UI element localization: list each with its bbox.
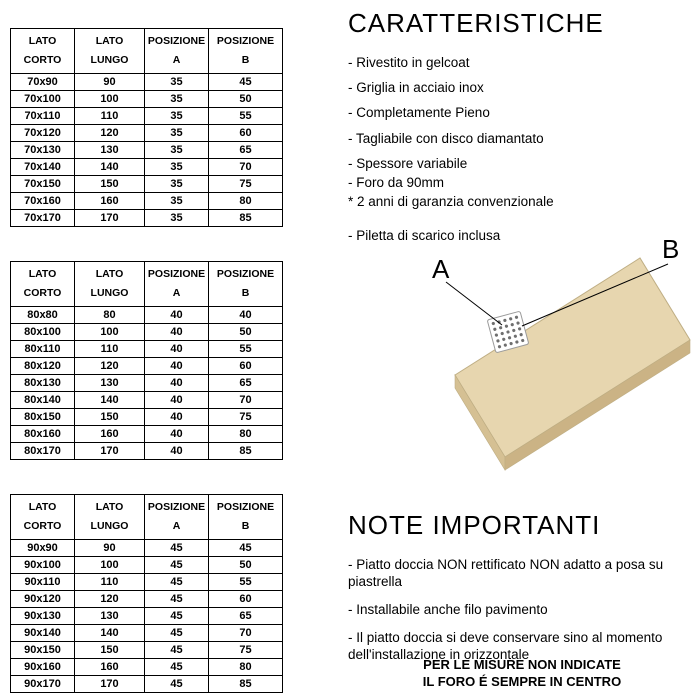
size-cell: 40 (145, 443, 209, 460)
size-cell: 80x140 (11, 392, 75, 409)
notes-section (348, 510, 696, 674)
features-title: CARATTERISTICHE (348, 8, 604, 38)
center-hole-note-line2: IL FORO É SEMPRE IN CENTRO (422, 673, 622, 689)
size-cell: 60 (209, 358, 283, 375)
size-cell: 45 (145, 557, 209, 574)
size-cell: 160 (75, 193, 145, 210)
size-table-70 (10, 28, 283, 227)
size-row (11, 676, 283, 693)
list-item: - Spessore variabile (348, 155, 468, 171)
size-row (11, 324, 283, 341)
size-cell: 60 (209, 591, 283, 608)
size-cell: 75 (209, 642, 283, 659)
size-row (11, 375, 283, 392)
size-table-80 (10, 261, 283, 460)
size-cell: 80x100 (11, 324, 75, 341)
size-cell: 35 (145, 108, 209, 125)
size-cell: 150 (75, 176, 145, 193)
size-row (11, 608, 283, 625)
size-cell: 55 (209, 108, 283, 125)
column-header: POSIZIONE B (209, 29, 283, 74)
list-item: - Foro da 90mm (348, 174, 445, 190)
notes-title: NOTE IMPORTANTI (348, 510, 601, 540)
size-cell: 65 (209, 608, 283, 625)
size-cell: 130 (75, 608, 145, 625)
size-cell: 40 (145, 341, 209, 358)
size-row (11, 358, 283, 375)
size-cell: 130 (75, 375, 145, 392)
size-cell: 40 (145, 358, 209, 375)
size-cell: 80x160 (11, 426, 75, 443)
size-row (11, 193, 283, 210)
size-cell: 35 (145, 210, 209, 227)
size-cell: 90x130 (11, 608, 75, 625)
notes-list (348, 557, 696, 663)
size-row (11, 659, 283, 676)
list-item: - Installabile anche filo pavimento (348, 601, 548, 617)
size-cell: 70 (209, 625, 283, 642)
list-item: - Piatto doccia NON rettificato NON adatto a posa su piastrella (348, 557, 664, 589)
header-row (11, 495, 283, 540)
size-cell: 140 (75, 392, 145, 409)
size-cell: 35 (145, 193, 209, 210)
size-cell: 45 (145, 540, 209, 557)
size-cell: 45 (209, 74, 283, 91)
size-cell: 40 (145, 324, 209, 341)
size-row (11, 91, 283, 108)
size-row (11, 540, 283, 557)
size-cell: 40 (209, 307, 283, 324)
size-cell: 90x160 (11, 659, 75, 676)
size-cell: 35 (145, 142, 209, 159)
list-item: - Griglia in acciaio inox (348, 80, 484, 96)
size-cell: 80 (75, 307, 145, 324)
list-item: - Tagliabile con disco diamantato (348, 130, 544, 146)
size-cell: 55 (209, 341, 283, 358)
size-cell: 150 (75, 642, 145, 659)
header-row (11, 29, 283, 74)
column-header: POSIZIONE A (145, 495, 209, 540)
size-cell: 45 (145, 608, 209, 625)
header-row (11, 262, 283, 307)
list-item: - Rivestito in gelcoat (348, 55, 470, 70)
size-cell: 65 (209, 375, 283, 392)
size-cell: 45 (145, 659, 209, 676)
size-cell: 80x150 (11, 409, 75, 426)
center-hole-note-line1: PER LE MISURE NON INDICATE (423, 657, 621, 672)
size-row (11, 625, 283, 642)
size-row (11, 125, 283, 142)
column-header: POSIZIONE B (209, 495, 283, 540)
size-cell: 45 (145, 625, 209, 642)
size-cell: 170 (75, 210, 145, 227)
size-row (11, 176, 283, 193)
size-cell: 90x170 (11, 676, 75, 693)
size-cell: 80 (209, 659, 283, 676)
size-row (11, 341, 283, 358)
size-cell: 80x80 (11, 307, 75, 324)
size-cell: 120 (75, 125, 145, 142)
size-cell: 70x110 (11, 108, 75, 125)
size-cell: 100 (75, 324, 145, 341)
size-cell: 85 (209, 443, 283, 460)
size-tables-column (10, 28, 295, 700)
size-cell: 160 (75, 426, 145, 443)
size-cell: 85 (209, 676, 283, 693)
size-cell: 140 (75, 159, 145, 176)
size-cell: 70x140 (11, 159, 75, 176)
size-cell: 120 (75, 358, 145, 375)
size-row (11, 591, 283, 608)
label-b: B (662, 234, 680, 264)
size-row (11, 210, 283, 227)
size-row (11, 557, 283, 574)
size-cell: 70x170 (11, 210, 75, 227)
size-row (11, 159, 283, 176)
list-item: - Il piatto doccia si deve conservare sino al momento dell'installazione in orizzontale (348, 629, 663, 662)
size-row (11, 392, 283, 409)
column-header: POSIZIONE A (145, 29, 209, 74)
size-cell: 90x90 (11, 540, 75, 557)
size-cell: 70 (209, 159, 283, 176)
column-header: LATO LUNGO (75, 262, 145, 307)
size-row (11, 307, 283, 324)
size-cell: 70x90 (11, 74, 75, 91)
features-section (348, 8, 694, 254)
list-item: - Completamente Pieno (348, 105, 490, 121)
shower-tray-diagram (352, 228, 696, 480)
size-cell: 70x160 (11, 193, 75, 210)
size-cell: 70x130 (11, 142, 75, 159)
column-header: LATO CORTO (11, 495, 75, 540)
size-cell: 45 (145, 642, 209, 659)
size-cell: 45 (145, 591, 209, 608)
size-cell: 35 (145, 159, 209, 176)
size-cell: 110 (75, 108, 145, 125)
label-a-pointer-line (446, 282, 502, 325)
size-row (11, 74, 283, 91)
size-cell: 130 (75, 142, 145, 159)
size-cell: 80x130 (11, 375, 75, 392)
column-header: LATO LUNGO (75, 495, 145, 540)
size-cell: 35 (145, 176, 209, 193)
size-cell: 90x100 (11, 557, 75, 574)
size-cell: 35 (145, 74, 209, 91)
size-cell: 75 (209, 176, 283, 193)
size-cell: 90x110 (11, 574, 75, 591)
size-row (11, 642, 283, 659)
size-cell: 45 (145, 676, 209, 693)
size-cell: 70x150 (11, 176, 75, 193)
size-cell: 120 (75, 591, 145, 608)
size-table-90 (10, 494, 283, 693)
size-cell: 45 (209, 540, 283, 557)
label-a: A (432, 254, 450, 284)
list-item: - Piletta di scarico inclusa (348, 228, 501, 244)
size-cell: 90x140 (11, 625, 75, 642)
size-cell: 70 (209, 392, 283, 409)
size-cell: 40 (145, 375, 209, 392)
size-row (11, 409, 283, 426)
size-cell: 35 (145, 125, 209, 142)
size-cell: 160 (75, 659, 145, 676)
size-cell: 70x120 (11, 125, 75, 142)
column-header: LATO CORTO (11, 262, 75, 307)
size-cell: 60 (209, 125, 283, 142)
size-cell: 40 (145, 426, 209, 443)
size-cell: 40 (145, 392, 209, 409)
center-hole-note (348, 657, 696, 691)
size-cell: 110 (75, 341, 145, 358)
column-header: LATO LUNGO (75, 29, 145, 74)
size-cell: 55 (209, 574, 283, 591)
size-cell: 40 (145, 307, 209, 324)
size-cell: 80x120 (11, 358, 75, 375)
column-header: POSIZIONE A (145, 262, 209, 307)
size-cell: 90 (75, 540, 145, 557)
size-cell: 70x100 (11, 91, 75, 108)
size-cell: 150 (75, 409, 145, 426)
size-cell: 80x170 (11, 443, 75, 460)
size-cell: 80x110 (11, 341, 75, 358)
features-list (348, 55, 694, 245)
size-cell: 100 (75, 91, 145, 108)
size-cell: 50 (209, 324, 283, 341)
size-cell: 90 (75, 74, 145, 91)
size-row (11, 108, 283, 125)
size-cell: 110 (75, 574, 145, 591)
size-cell: 80 (209, 193, 283, 210)
size-row (11, 574, 283, 591)
size-cell: 100 (75, 557, 145, 574)
column-header: LATO CORTO (11, 29, 75, 74)
size-cell: 140 (75, 625, 145, 642)
size-cell: 80 (209, 426, 283, 443)
size-cell: 45 (145, 574, 209, 591)
size-row (11, 142, 283, 159)
list-item: * 2 anni di garanzia convenzionale (348, 194, 554, 210)
size-row (11, 443, 283, 460)
size-cell: 170 (75, 443, 145, 460)
size-cell: 90x150 (11, 642, 75, 659)
size-cell: 50 (209, 557, 283, 574)
size-cell: 90x120 (11, 591, 75, 608)
size-cell: 50 (209, 91, 283, 108)
size-cell: 170 (75, 676, 145, 693)
size-row (11, 426, 283, 443)
column-header: POSIZIONE B (209, 262, 283, 307)
size-cell: 65 (209, 142, 283, 159)
size-cell: 75 (209, 409, 283, 426)
size-cell: 85 (209, 210, 283, 227)
size-cell: 35 (145, 91, 209, 108)
size-cell: 40 (145, 409, 209, 426)
